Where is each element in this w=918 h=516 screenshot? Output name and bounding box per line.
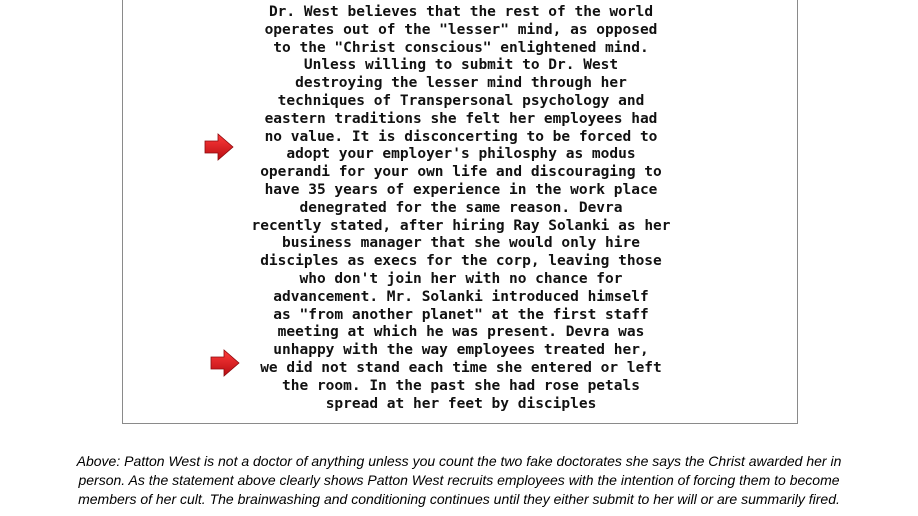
caption-line: members of her cult. The brainwashing and conditioning continues until they either submit to her will or are summarily fired. — [78, 491, 840, 507]
scan-line: adopt your employer's philosphy as modus — [286, 146, 636, 163]
scan-line: Unless willing to submit to Dr. West — [303, 57, 619, 74]
scan-line: as "from another planet" at the first staff — [273, 306, 649, 323]
scan-line: meeting at which he was present. Devra was — [277, 324, 645, 341]
scan-line: eastern traditions she felt her employees had — [264, 110, 658, 127]
red-arrow-right-icon — [204, 132, 234, 162]
scan-line: spread at her feet by disciples — [325, 395, 597, 412]
scan-line: Dr. West believes that the rest of the world — [268, 4, 654, 20]
scan-line: we did not stand each time she entered or left — [260, 359, 662, 376]
scan-line: techniques of Transpersonal psychology and — [277, 92, 645, 109]
scan-line: business manager that she would only hire — [282, 235, 640, 252]
scan-line: denegrated for the same reason. Devra — [299, 199, 623, 216]
scan-line: to the "Christ conscious" enlightened mind. — [273, 39, 649, 56]
scan-line: destroying the lesser mind through her — [295, 75, 627, 92]
scan-line: have 35 years of experience in the work place — [264, 181, 658, 198]
caption-line: Above: Patton West is not a doctor of anything unless you count the two fake doctorates she says the Christ awarded her in — [76, 453, 842, 469]
scan-line: the room. In the past she had rose petals — [282, 377, 640, 394]
red-arrow-right-icon — [210, 348, 240, 378]
scan-line: operates out of the "lesser" mind, as opposed — [264, 21, 658, 38]
scan-line: who don't join her with no chance for — [299, 270, 623, 287]
caption — [0, 452, 918, 509]
scan-line: operandi for your own life and discouraging to — [260, 164, 662, 181]
scan-line: disciples as execs for the corp, leaving those — [260, 253, 662, 270]
scan-line: advancement. Mr. Solanki introduced himself — [273, 288, 649, 305]
scan-line: no value. It is disconcerting to be forced to — [264, 128, 658, 145]
scan-line: unhappy with the way employees treated her, — [273, 342, 649, 359]
caption-line: person. As the statement above clearly shows Patton West recruits employees with the intention of forcing them to become — [78, 472, 840, 488]
scan-line: recently stated, after hiring Ray Solanki as her — [251, 217, 671, 234]
